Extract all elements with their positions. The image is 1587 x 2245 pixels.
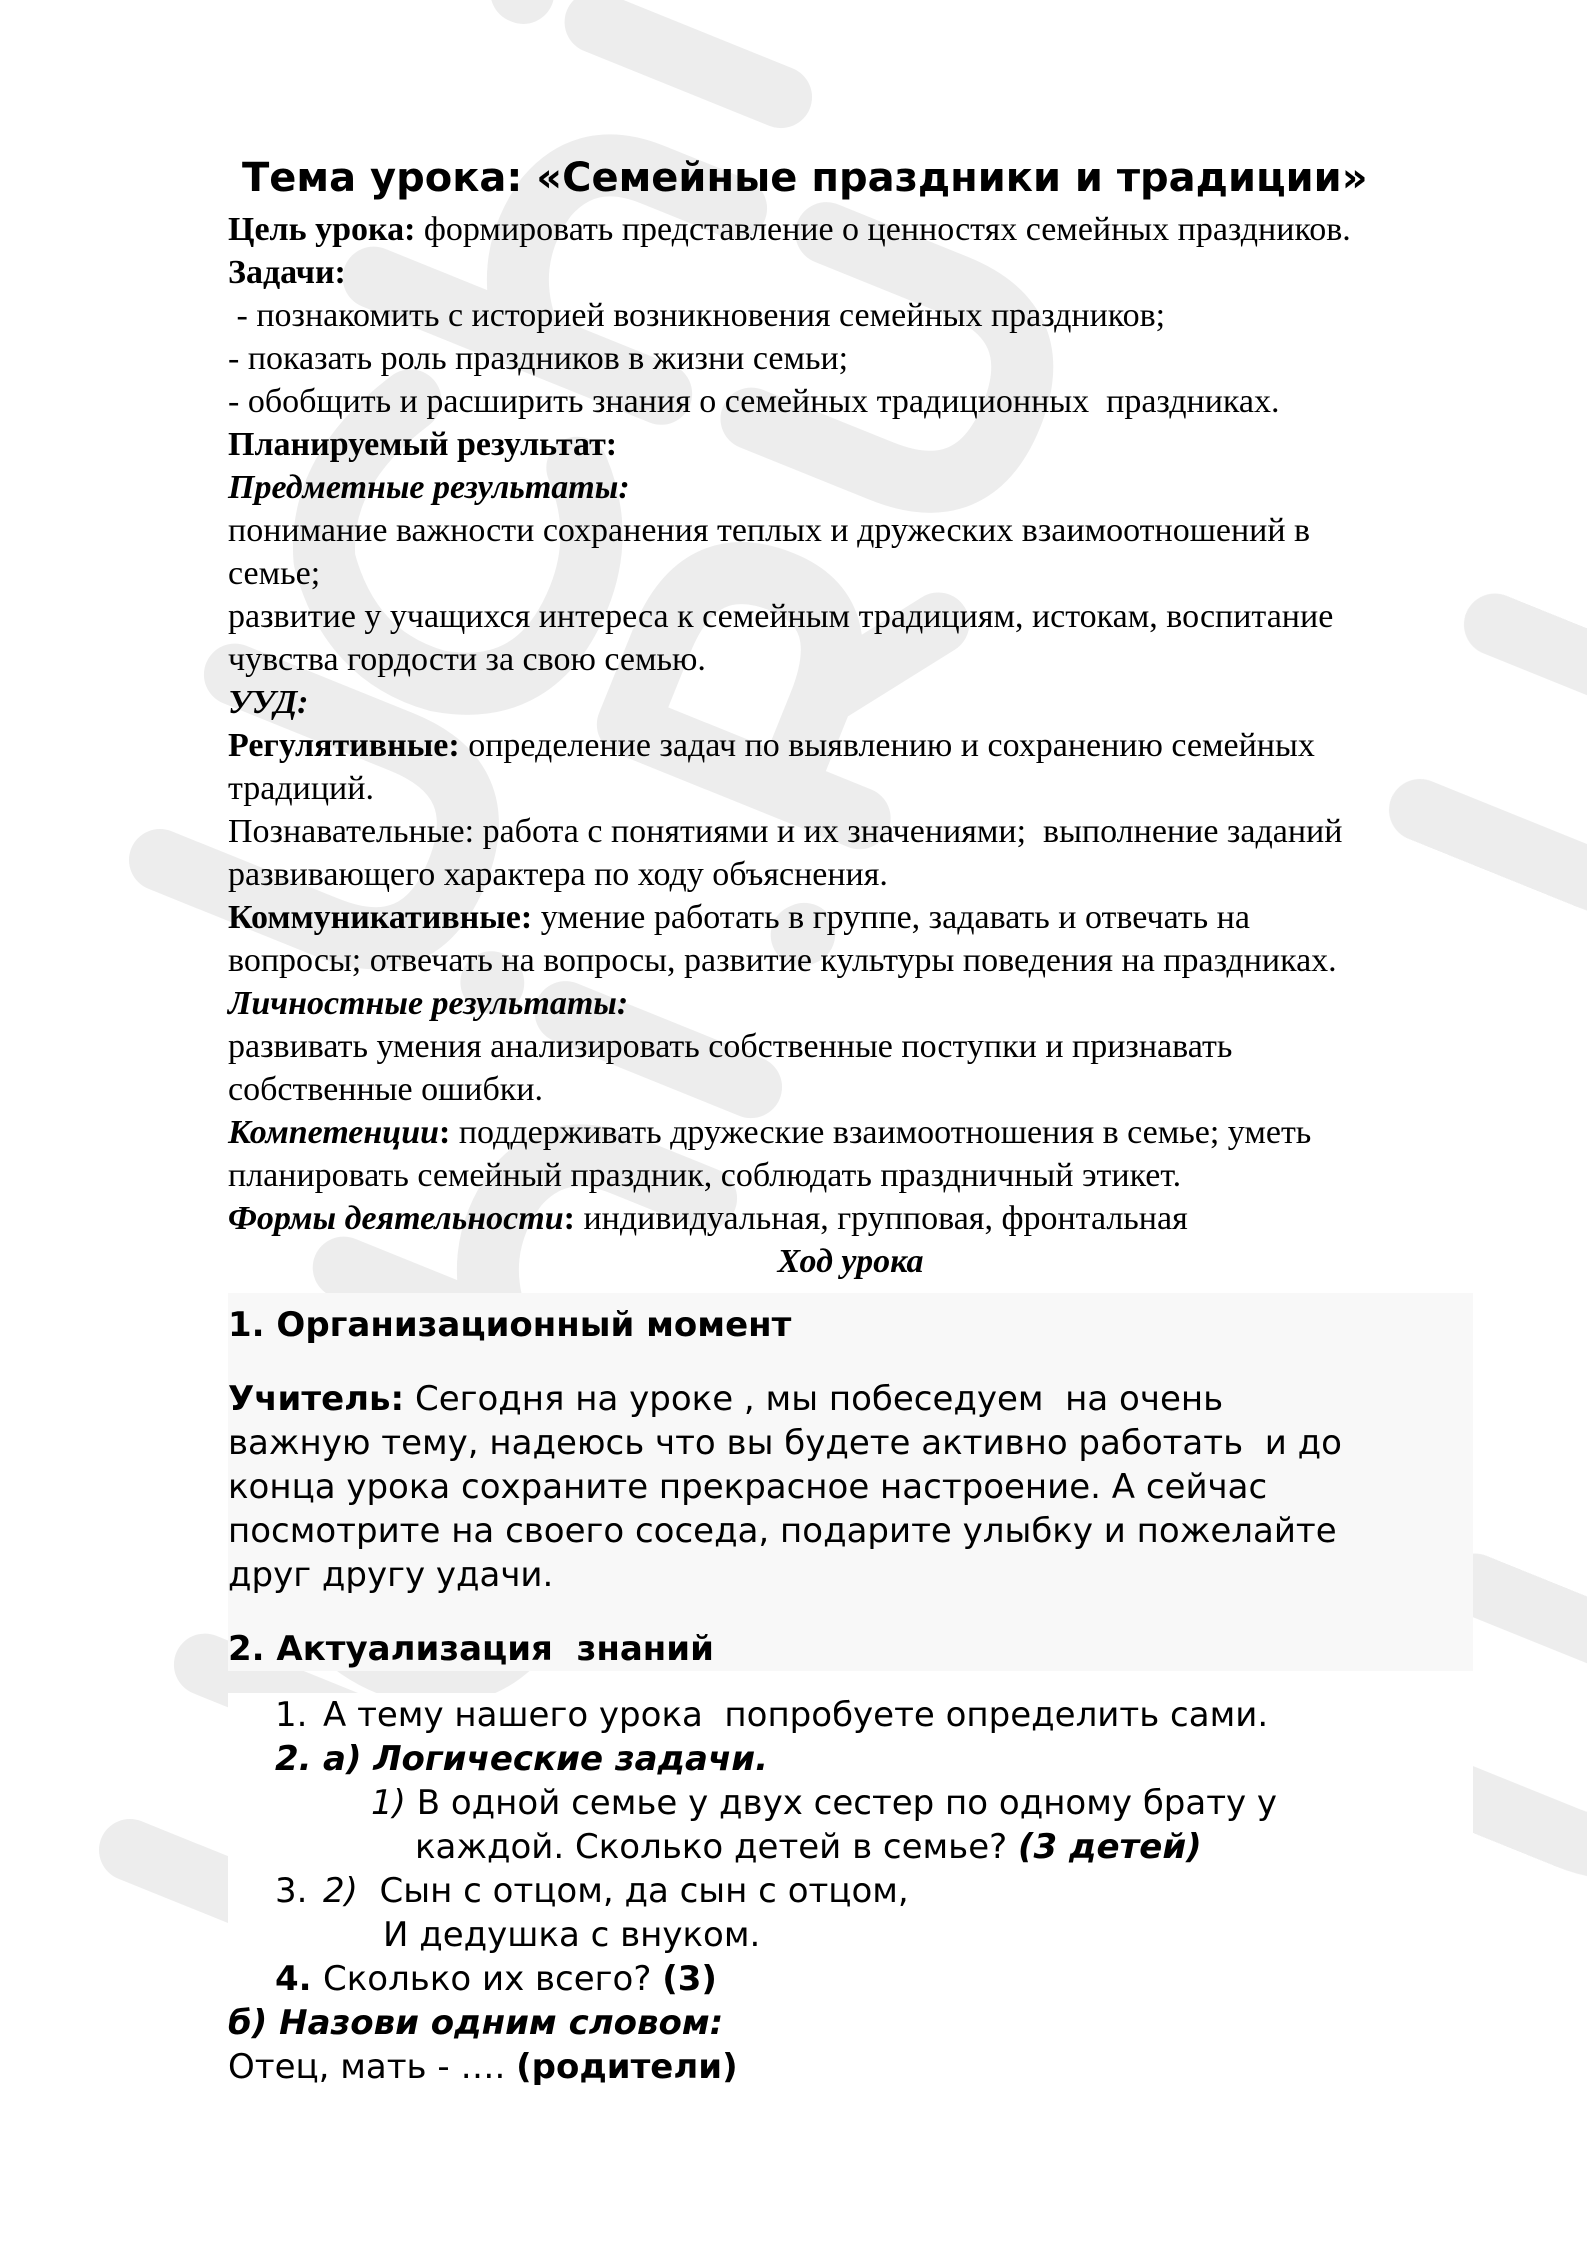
teacher-paragraph: Учитель: Сегодня на уроке , мы побеседуем на очень важную тему, надеюсь что вы будете активно работать и до конца урока сохраните прекрасное настроение. А сейчас посмотрите на своего соседа, подарите улыбку и пожелайте друг другу удачи.	[228, 1379, 1342, 1595]
cognitive-line-2: развивающего характера по ходу объяснения.	[228, 856, 888, 893]
communicative-line: Коммуникативные: умение работать в группе, задавать и отвечать на	[228, 899, 1250, 936]
lesson-body	[228, 1293, 1473, 1671]
forms-label: Формы деятельности	[228, 1200, 564, 1237]
competence-label: Компетенции	[228, 1114, 440, 1151]
goal-label: Цель урока:	[228, 211, 416, 248]
section2-heading: 2. Актуализация знаний	[228, 1629, 714, 1669]
task-item: - обобщить и расширить знания о семейных традиционных праздниках.	[228, 383, 1280, 420]
tasks-label: Задачи:	[228, 254, 346, 291]
planned-result-label: Планируемый результат:	[228, 426, 618, 463]
teacher-label: Учитель:	[228, 1379, 405, 1419]
lesson-plan-header	[228, 208, 1473, 1283]
list-item: 3. 2) Сын с отцом, да сын с отцом,	[275, 1871, 909, 1911]
last-line: Отец, мать - …. (родители)	[228, 2047, 738, 2087]
uud-label: УУД:	[228, 684, 309, 721]
communicative-line-2: вопросы; отвечать на вопросы, развитие культуры поведения на праздниках.	[228, 942, 1337, 979]
forms-line: Формы деятельности: индивидуальная, групповая, фронтальная	[228, 1200, 1188, 1237]
personal-results-label: Личностные результаты:	[228, 985, 629, 1022]
lesson-title: Тема урока: «Семейные праздники и традиции»	[242, 155, 1368, 201]
subject-result-line: семье;	[228, 555, 321, 592]
subject-result-line: развитие у учащихся интереса к семейным традициям, истокам, воспитание	[228, 598, 1334, 635]
personal-line-2: собственные ошибки.	[228, 1071, 543, 1108]
item-4-answer: (3)	[662, 1959, 717, 1999]
list-item: 1. А тему нашего урока попробуете определить сами.	[275, 1695, 1269, 1735]
course-heading: Ход урока	[777, 1243, 924, 1280]
regulative-line-2: традиций.	[228, 770, 374, 807]
riddle-1-answer: (3 детей)	[1018, 1827, 1202, 1867]
last-answer: (родители)	[516, 2047, 738, 2087]
subject-result-line: понимание важности сохранения теплых и дружеских взаимоотношений в	[228, 512, 1311, 549]
task-item: - познакомить с историей возникновения семейных праздников;	[228, 297, 1166, 334]
cognitive-line: Познавательные: работа с понятиями и их значениями; выполнение заданий	[228, 813, 1343, 850]
task-item: - показать роль праздников в жизни семьи;	[228, 340, 849, 377]
document-page	[228, 148, 1473, 2089]
communicative-label: Коммуникативные:	[228, 899, 533, 936]
list-item: 4. Сколько их всего? (3)	[275, 1959, 717, 1999]
subject-result-line: чувства гордости за свою семью.	[228, 641, 706, 678]
regulative-label: Регулятивные:	[228, 727, 460, 764]
subject-results-label: Предметные результаты:	[228, 469, 630, 506]
riddle-1-line-2: каждой. Сколько детей в семье? (3 детей)	[415, 1827, 1202, 1867]
personal-line: развивать умения анализировать собственные поступки и признавать	[228, 1028, 1233, 1065]
goal-line	[228, 208, 1473, 251]
competence-line-2: планировать семейный праздник, соблюдать праздничный этикет.	[228, 1157, 1182, 1194]
section2-list	[228, 1693, 1473, 2089]
riddle-1: 1) В одной семье у двух сестер по одному брату у	[371, 1783, 1278, 1823]
part-b-heading: б) Назови одним словом:	[228, 2003, 724, 2043]
section1-heading: 1. Организационный момент	[228, 1305, 792, 1345]
goal-text: формировать представление о ценностях семейных праздников.	[415, 211, 1351, 248]
list-item-line-2: И дедушка с внуком.	[383, 1915, 761, 1955]
regulative-line: Регулятивные: определение задач по выявлению и сохранению семейных	[228, 727, 1315, 764]
list-item: 2. а) Логические задачи.	[275, 1739, 769, 1779]
competence-line: Компетенции: поддерживать дружеские взаимоотношения в семье; уметь	[228, 1114, 1312, 1151]
